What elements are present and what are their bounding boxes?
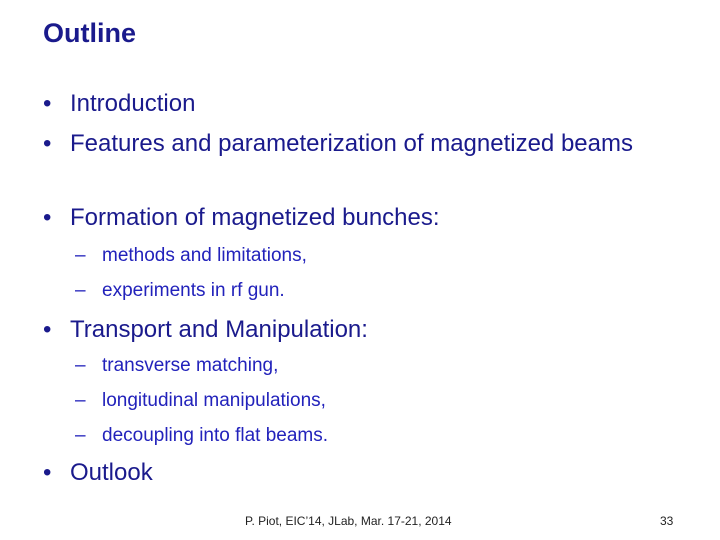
bullet-item-introduction	[43, 89, 660, 119]
bullet-text: Features and parameterization of magnetized beams	[70, 130, 633, 157]
bullet-item-outlook	[43, 458, 660, 488]
bullet-icon: •	[43, 130, 52, 157]
bullet-text: Transport and Manipulation:	[70, 316, 368, 343]
bullet-icon: •	[43, 459, 52, 486]
bullet-text: Formation of magnetized bunches:	[70, 204, 440, 231]
bullet-item-features	[43, 129, 660, 159]
page-number: 33	[660, 514, 674, 528]
sub-item	[75, 279, 285, 303]
bullet-icon: •	[43, 204, 52, 231]
sub-item-text: experiments in rf gun.	[102, 280, 285, 301]
dash-icon: –	[75, 280, 86, 301]
dash-icon: –	[75, 355, 86, 376]
sub-item	[75, 244, 307, 268]
bullet-icon: •	[43, 316, 52, 343]
sub-item	[75, 424, 328, 448]
sub-item-text: methods and limitations,	[102, 245, 307, 266]
bullet-text: Outlook	[70, 459, 153, 486]
bullet-text: Introduction	[70, 90, 196, 117]
sub-item-text: longitudinal manipulations,	[102, 390, 326, 411]
sub-item	[75, 389, 326, 413]
sub-item	[75, 354, 278, 378]
sub-item-text: transverse matching,	[102, 355, 279, 376]
sub-item-text: decoupling into flat beams.	[102, 425, 329, 446]
bullet-icon: •	[43, 90, 52, 117]
bullet-item-formation	[43, 203, 660, 233]
bullet-item-transport	[43, 315, 660, 345]
dash-icon: –	[75, 245, 86, 266]
slide-footer: P. Piot, EIC’14, JLab, Mar. 17-21, 2014	[245, 514, 452, 528]
slide-title: Outline	[43, 18, 136, 48]
dash-icon: –	[75, 425, 86, 446]
dash-icon: –	[75, 390, 86, 411]
